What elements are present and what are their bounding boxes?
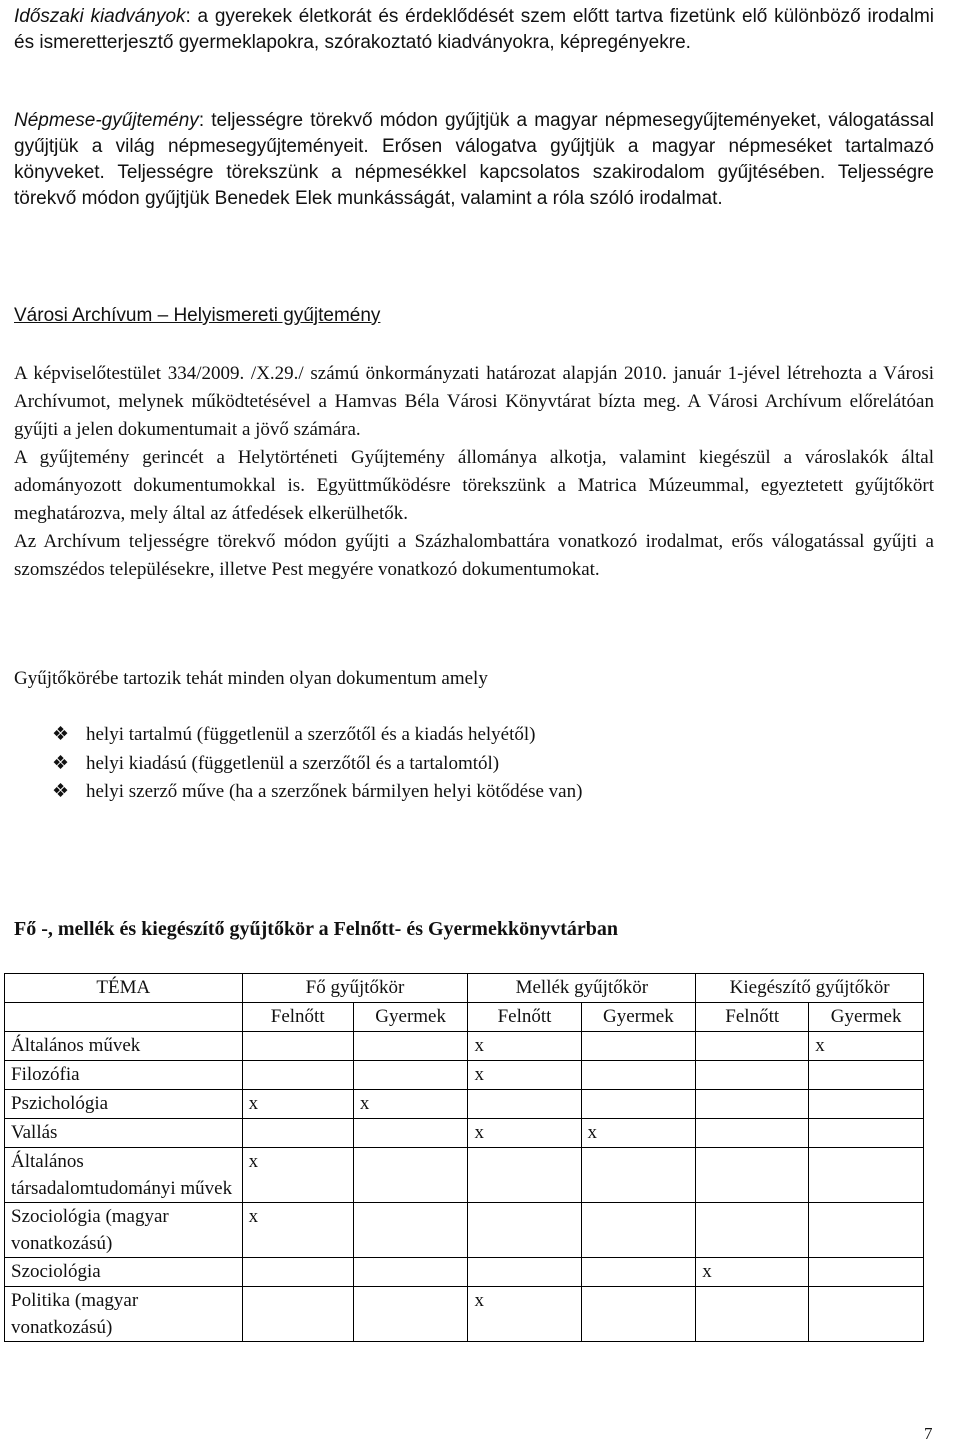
table-row-label: Politika (magyar vonatkozású)	[5, 1287, 243, 1342]
table-cell: x	[581, 1119, 696, 1148]
table-cell	[809, 1119, 924, 1148]
page-number: 7	[924, 1424, 933, 1443]
table-cell	[809, 1287, 924, 1342]
collection-table	[4, 973, 924, 1342]
table-cell	[353, 1148, 468, 1203]
table-subheader-cell: Gyermek	[353, 1003, 468, 1032]
table-cell: x	[809, 1032, 924, 1061]
table-row-label: Pszichológia	[5, 1090, 243, 1119]
table-cell	[242, 1119, 353, 1148]
table-row-label: Általános művek	[5, 1032, 243, 1061]
archive-body	[14, 360, 934, 584]
table-header-cell: Kiegészítő gyűjtőkör	[696, 974, 924, 1003]
table-cell: x	[696, 1258, 809, 1287]
table-cell: x	[242, 1203, 353, 1258]
table-row	[5, 1090, 924, 1119]
table-cell: x	[353, 1090, 468, 1119]
table-cell	[581, 1061, 696, 1090]
table-subheader-cell: Felnőtt	[242, 1003, 353, 1032]
table-cell	[581, 1287, 696, 1342]
table-cell	[581, 1090, 696, 1119]
table-row	[5, 1061, 924, 1090]
table-cell	[468, 1090, 581, 1119]
table-row-label: Szociológia	[5, 1258, 243, 1287]
table-cell	[468, 1258, 581, 1287]
table-cell: x	[242, 1090, 353, 1119]
table-cell	[696, 1148, 809, 1203]
table-header-row	[5, 974, 924, 1003]
table-row-label: Filozófia	[5, 1061, 243, 1090]
table-cell	[468, 1148, 581, 1203]
table-cell	[242, 1032, 353, 1061]
list-item	[52, 778, 582, 807]
list-item-text: helyi kiadású (függetlenül a szerzőtől és a tartalomtól)	[86, 752, 500, 774]
diamond-bullet-icon: ❖	[52, 781, 70, 802]
table-cell	[353, 1032, 468, 1061]
table-subheader-cell: Gyermek	[809, 1003, 924, 1032]
table-cell: x	[468, 1287, 581, 1342]
table-header-cell: Fő gyűjtőkör	[242, 974, 468, 1003]
table-cell	[242, 1287, 353, 1342]
section-title: Fő -, mellék és kiegészítő gyűjtőkör a Felnőtt- és Gyermekkönyvtárban	[14, 918, 618, 940]
table-cell	[696, 1287, 809, 1342]
paragraph-text: : teljességre törekvő módon gyűjtjük a magyar népmesegyűjteményeket, válogatással gyűjtjük a világ népmesegyűjteményeit. Erősen válogatva gyűjtjük a magyar népmeséket tartalmazó könyveket. Teljességre törekszünk a népmesékkel kapcsolatos szakirodalom gyűjtésében. Teljességre törekvő módon gyűjtjük Benedek Elek munkásságát, valamint a róla szóló irodalmat.	[14, 110, 934, 209]
table-cell	[353, 1287, 468, 1342]
table-cell	[696, 1061, 809, 1090]
table-row	[5, 1203, 924, 1258]
table-cell	[581, 1032, 696, 1061]
archive-paragraph: A gyűjtemény gerincét a Helytörténeti Gyűjtemény állománya alkotja, valamint kiegészül a városlakók által adományozott dokumentumokkal is. Együttműködésre törekszünk a Matrica Múzeummal, egyeztetett gyűjtőkört meghatározva, mely által az átfedések elkerülhetők.	[14, 447, 934, 524]
table-cell	[5, 1003, 243, 1032]
table-cell	[696, 1090, 809, 1119]
table-cell	[242, 1061, 353, 1090]
table-cell	[809, 1258, 924, 1287]
archive-paragraph: A képviselőtestület 334/2009. /X.29./ számú önkormányzati határozat alapján 2010. január 1-jével létrehozta a Városi Archívumot, melynek működtetésével a Hamvas Béla Városi Könyvtárat bízta meg. A Városi Archívum előrelátóan gyűjti a jelen dokumentumait a jövő számára.	[14, 363, 934, 440]
list-item-text: helyi szerző műve (ha a szerzőnek bármilyen helyi kötődése van)	[86, 781, 583, 802]
table-cell	[353, 1061, 468, 1090]
bullet-list	[52, 721, 582, 807]
table-cell	[809, 1148, 924, 1203]
table-row	[5, 1287, 924, 1342]
table-header-cell: Mellék gyűjtőkör	[468, 974, 696, 1003]
table-row	[5, 1258, 924, 1287]
table-subheader-row	[5, 1003, 924, 1032]
table-cell	[696, 1119, 809, 1148]
table-cell	[581, 1258, 696, 1287]
paragraph-label: Időszaki kiadványok	[14, 6, 186, 27]
table-cell: x	[242, 1148, 353, 1203]
list-item-text: helyi tartalmú (függetlenül a szerzőtől és a kiadás helyétől)	[86, 724, 536, 745]
paragraph-periodicals	[14, 4, 934, 56]
table-row	[5, 1032, 924, 1061]
collection-intro: Gyűjtőkörébe tartozik tehát minden olyan dokumentum amely	[14, 668, 488, 689]
table-row	[5, 1119, 924, 1148]
table-cell	[809, 1203, 924, 1258]
table-cell	[581, 1203, 696, 1258]
table-cell	[809, 1090, 924, 1119]
archive-heading: Városi Archívum – Helyismereti gyűjtemény	[14, 305, 381, 326]
table-cell	[696, 1032, 809, 1061]
table-cell	[353, 1258, 468, 1287]
paragraph-folktales	[14, 108, 934, 212]
table-cell	[353, 1203, 468, 1258]
table-header-cell: TÉMA	[5, 974, 243, 1003]
table-cell	[581, 1148, 696, 1203]
table-cell: x	[468, 1119, 581, 1148]
table-cell	[468, 1203, 581, 1258]
archive-paragraph: Az Archívum teljességre törekvő módon gyűjti a Százhalombattára vonatkozó irodalmat, erős válogatással gyűjti a szomszédos településekre, illetve Pest megyére vonatkozó dokumentumokat.	[14, 531, 934, 580]
diamond-bullet-icon: ❖	[52, 724, 70, 745]
paragraph-text: : a gyerekek életkorát és érdeklődését szem előtt tartva fizetünk elő különböző irodalmi és ismeretterjesztő gyermeklapokra, szórakoztató kiadványokra, képregényekre.	[14, 6, 934, 53]
table-row-label: Általános társadalomtudományi művek	[5, 1148, 243, 1203]
table-cell	[809, 1061, 924, 1090]
table-cell: x	[468, 1032, 581, 1061]
table-row-label: Vallás	[5, 1119, 243, 1148]
table-row-label: Szociológia (magyar vonatkozású)	[5, 1203, 243, 1258]
table-cell	[696, 1203, 809, 1258]
table-body	[5, 1032, 924, 1342]
table-row	[5, 1148, 924, 1203]
table-subheader-cell: Gyermek	[581, 1003, 696, 1032]
table-cell	[353, 1119, 468, 1148]
list-item	[52, 721, 582, 750]
table-cell	[242, 1258, 353, 1287]
table-subheader-cell: Felnőtt	[468, 1003, 581, 1032]
diamond-bullet-icon: ❖	[52, 752, 70, 774]
list-item	[52, 750, 582, 779]
table-cell: x	[468, 1061, 581, 1090]
table-subheader-cell: Felnőtt	[696, 1003, 809, 1032]
paragraph-label: Népmese-gyűjtemény	[14, 110, 199, 131]
